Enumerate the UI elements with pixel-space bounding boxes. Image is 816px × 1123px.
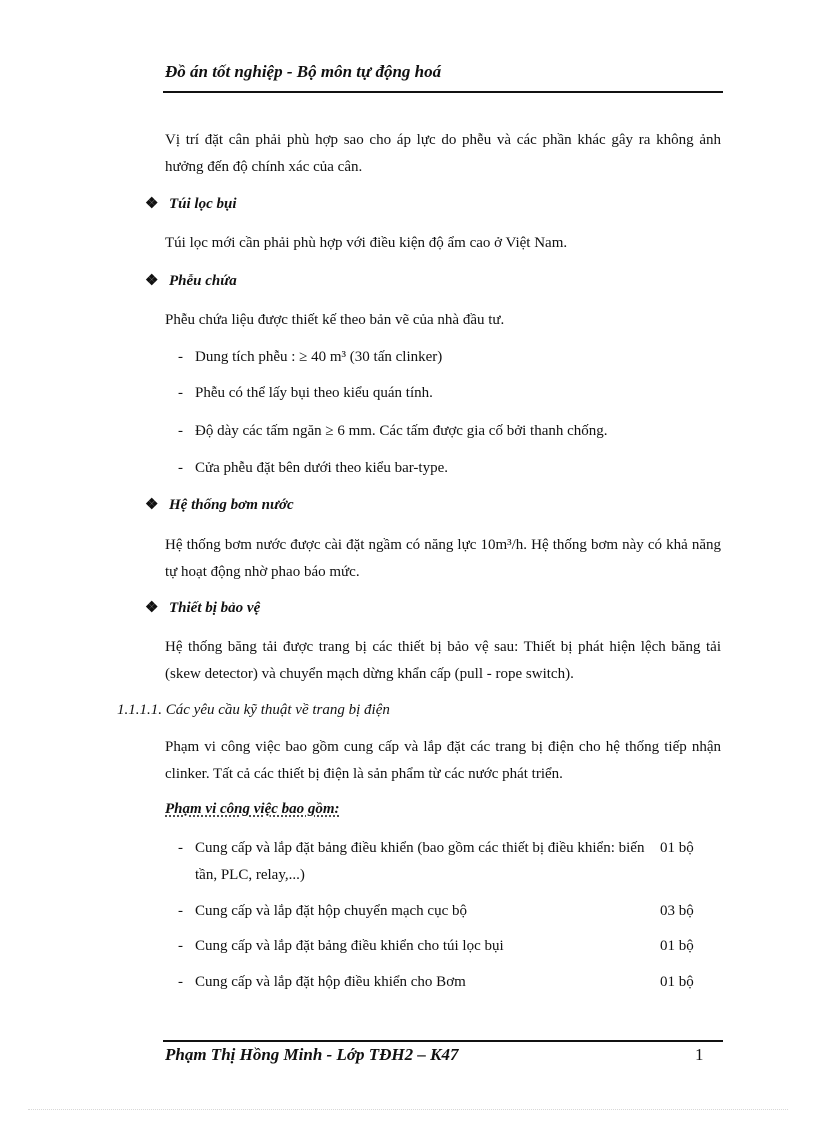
footer-author: Phạm Thị Hồng Minh - Lớp TĐH2 – K47	[165, 1045, 459, 1064]
list-item	[178, 380, 433, 407]
dash-bullet-icon: -	[178, 423, 183, 439]
heading-text: Túi lọc bụi	[169, 196, 237, 212]
scope-item	[178, 898, 708, 925]
heading-pheu-chua	[145, 271, 237, 290]
dash-bullet-icon: -	[178, 840, 183, 856]
dash-bullet-icon: -	[178, 938, 183, 954]
scope-item-qty: 03 bộ	[660, 903, 694, 919]
list-item	[178, 344, 442, 371]
list-item-text: Dung tích phễu : ≥ 40 m³ (30 tấn clinker)	[195, 349, 443, 365]
heading-tui-loc-bui	[145, 194, 237, 213]
scope-item	[178, 835, 708, 889]
requirements-paragraph: Phạm vi công việc bao gồm cung cấp và lắp đặt các trang bị điện cho hệ thống tiếp nhận clinker. Tất cả các thiết bị điện là sản phẩm từ các nước phát triển.	[165, 739, 721, 782]
heading-text: Hệ thống bơm nước	[169, 497, 294, 513]
heading-text: Thiết bị bảo vệ	[169, 600, 261, 616]
scope-item-text: Cung cấp và lắp đặt hộp điều khiển cho Bơm	[195, 974, 466, 990]
scope-item-qty: 01 bộ	[660, 974, 694, 990]
scope-item-qty: 01 bộ	[660, 938, 694, 954]
section-number: 1.1.1.1.	[117, 702, 162, 718]
pheu-chua-paragraph: Phễu chứa liệu được thiết kế theo bản vẽ của nhà đầu tư.	[165, 312, 505, 328]
list-item-text: Cửa phễu đặt bên dưới theo kiểu bar-type.	[195, 460, 448, 476]
diamond-bullet-icon: ❖	[145, 600, 159, 616]
page-edge-divider	[28, 1109, 788, 1110]
heading-text: Phễu chứa	[169, 273, 237, 289]
section-heading-requirements	[117, 702, 390, 719]
scope-item-text: Cung cấp và lắp đặt bảng điều khiển cho túi lọc bụi	[195, 938, 504, 954]
header-rule	[163, 91, 723, 93]
dash-bullet-icon: -	[178, 349, 183, 365]
list-item	[178, 418, 608, 445]
tui-loc-bui-paragraph: Túi lọc mới cần phải phù hợp với điều kiện độ ẩm cao ở Việt Nam.	[165, 235, 568, 251]
list-item	[178, 455, 448, 482]
scope-item	[178, 969, 708, 996]
header-title: Đồ án tốt nghiệp - Bộ môn tự động hoá	[165, 62, 442, 81]
scope-item-text: Cung cấp và lắp đặt hộp chuyển mạch cục bộ	[195, 903, 467, 919]
list-item-text: Độ dày các tấm ngăn ≥ 6 mm. Các tấm được gia cố bởi thanh chống.	[195, 423, 608, 439]
diamond-bullet-icon: ❖	[145, 273, 159, 289]
scope-item-qty: 01 bộ	[660, 840, 694, 856]
dash-bullet-icon: -	[178, 974, 183, 990]
page-number: 1	[695, 1045, 704, 1064]
he-thong-bom-paragraph: Hệ thống bơm nước được cài đặt ngầm có năng lực 10m³/h. Hệ thống bơm này có khả năng tự hoạt động nhờ phao báo mức.	[165, 537, 721, 580]
dash-bullet-icon: -	[178, 385, 183, 401]
scope-item-text: Cung cấp và lắp đặt bảng điều khiển (bao gồm các thiết bị điều khiển: biến tần, PLC, relay,...)	[195, 840, 645, 883]
footer-rule	[163, 1040, 723, 1042]
diamond-bullet-icon: ❖	[145, 196, 159, 212]
dash-bullet-icon: -	[178, 460, 183, 476]
section-title: Các yêu cầu kỹ thuật về trang bị điện	[165, 702, 390, 718]
thiet-bi-bao-ve-paragraph: Hệ thống băng tải được trang bị các thiết bị bảo vệ sau: Thiết bị phát hiện lệch băng tải (skew detector) và chuyển mạch dừng khẩn cấp (pull - rope switch).	[165, 639, 721, 682]
list-item-text: Phễu có thể lấy bụi theo kiểu quán tính.	[195, 385, 433, 401]
diamond-bullet-icon: ❖	[145, 497, 159, 513]
intro-paragraph: Vị trí đặt cân phải phù hợp sao cho áp lực do phễu và các phần khác gây ra không ảnh hưởng đến độ chính xác của cân.	[165, 132, 721, 175]
heading-thiet-bi-bao-ve	[145, 598, 260, 617]
heading-he-thong-bom	[145, 495, 294, 514]
scope-item	[178, 933, 708, 960]
scope-title: Phạm vi công việc bao gồm:	[165, 801, 340, 817]
dash-bullet-icon: -	[178, 903, 183, 919]
